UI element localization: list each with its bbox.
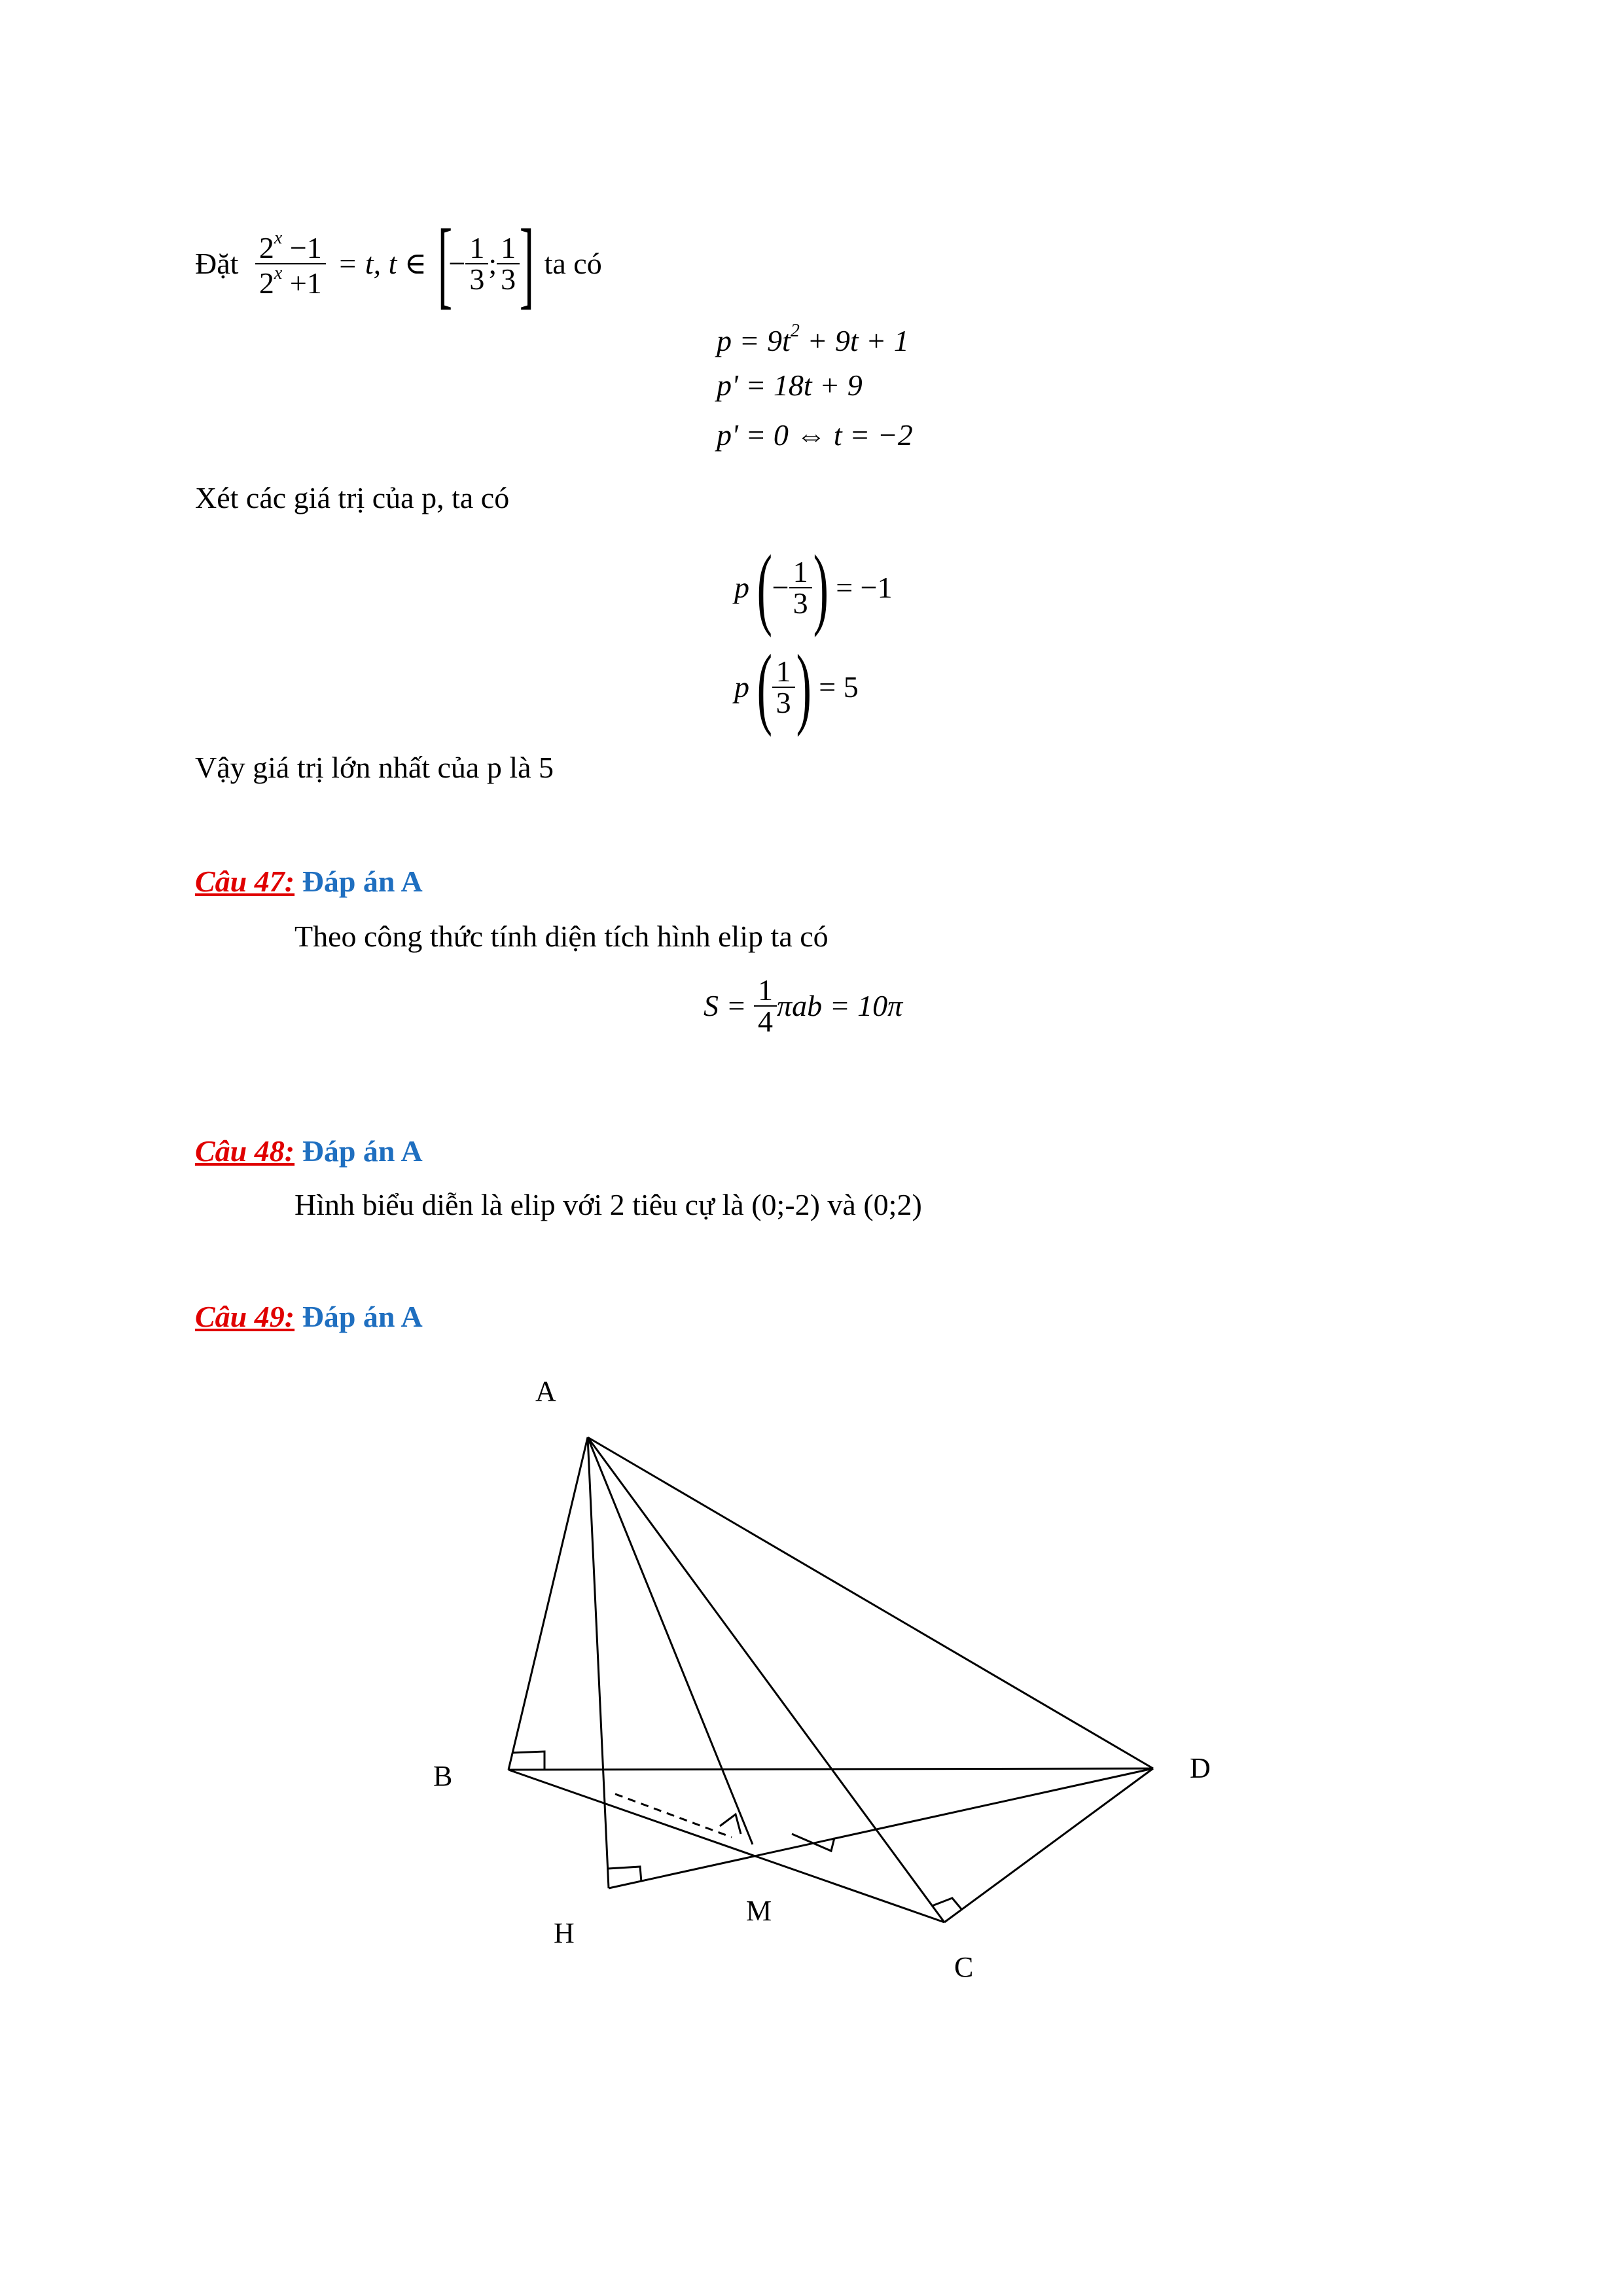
label-M: M xyxy=(746,1895,772,1927)
q47-formula-num: 1 xyxy=(758,973,774,1007)
equation-line-3: p' = 0 ⇔ t = −2 xyxy=(717,418,913,452)
intro-eq-mid: = t, t ∈ xyxy=(337,247,427,280)
value-1-num: 1 xyxy=(793,555,808,588)
q47-formula-right: πab = 10π xyxy=(777,989,903,1022)
q47-formula-left: S = xyxy=(704,989,747,1022)
value-2-result: = 5 xyxy=(819,670,859,704)
q48-label: Câu 48: xyxy=(195,1134,295,1168)
equation-line-1-exp: 2 xyxy=(790,321,800,341)
equation-line-2: p' = 18t + 9 xyxy=(717,368,863,402)
intro-frac-den-tail: +1 xyxy=(282,266,322,300)
right-angle-MD xyxy=(792,1834,834,1851)
intro-frac-den: 2 xyxy=(259,266,274,300)
value-2-paren-left: ( xyxy=(757,636,772,738)
q48-text: Hình biểu diễn là elip với 2 tiêu cự là (0;-2) và (0;2) xyxy=(294,1188,922,1221)
label-B: B xyxy=(433,1760,453,1792)
edge-BM-dashed xyxy=(615,1794,732,1837)
value-1-sign: − xyxy=(772,571,789,604)
label-C: C xyxy=(954,1951,974,1983)
intro-frac-num: 2 xyxy=(259,231,274,264)
intro-interval-b-den: 3 xyxy=(497,263,520,295)
intro-interval-b-num: 1 xyxy=(501,231,516,264)
q47-answer: Đáp án A xyxy=(294,865,423,898)
value-2-num: 1 xyxy=(776,655,791,688)
intro-tail: ta có xyxy=(544,247,602,280)
label-D: D xyxy=(1190,1752,1211,1784)
value-1-result: = −1 xyxy=(836,571,893,604)
label-H: H xyxy=(554,1917,575,1949)
xet-line: Xét các giá trị của p, ta có xyxy=(195,481,510,514)
edge-AD xyxy=(588,1437,1153,1768)
q49-label: Câu 49: xyxy=(195,1300,295,1333)
intro-interval-sep: ; xyxy=(488,247,497,280)
q47-text: Theo công thức tính diện tích hình elip ta có xyxy=(294,920,829,953)
intro-interval-a-den: 3 xyxy=(465,263,488,295)
q47-label: Câu 47: xyxy=(195,865,295,898)
value-1-paren-left: ( xyxy=(757,537,772,638)
value-1-den: 3 xyxy=(789,587,812,619)
equation-line-1-tail: + 9t + 1 xyxy=(799,324,909,357)
intro-bracket-right: ] xyxy=(519,209,535,318)
right-angle-M xyxy=(720,1814,741,1834)
right-angle-B xyxy=(512,1751,544,1770)
q47-formula-den: 4 xyxy=(754,1005,777,1037)
intro-interval-a-sign: − xyxy=(448,247,466,280)
q48-answer: Đáp án A xyxy=(294,1134,423,1168)
intro-frac-num-tail: −1 xyxy=(282,231,322,264)
edge-BD xyxy=(508,1768,1153,1770)
intro-bracket-left: [ xyxy=(438,209,453,318)
value-2-p: p xyxy=(734,670,749,704)
intro-frac-num-exp: x xyxy=(274,228,283,248)
right-angle-C xyxy=(932,1898,962,1910)
edge-AB xyxy=(508,1437,588,1770)
right-angle-H xyxy=(608,1867,641,1882)
label-A: A xyxy=(535,1375,556,1407)
value-1-p: p xyxy=(734,571,749,604)
conclusion-line: Vậy giá trị lớn nhất của p là 5 xyxy=(195,751,554,784)
value-2-paren-right: ) xyxy=(796,636,812,738)
edge-AM xyxy=(588,1437,753,1844)
equation-line-1-main: p = 9t xyxy=(717,324,791,357)
intro-frac-den-exp: x xyxy=(274,263,283,283)
q49-answer: Đáp án A xyxy=(294,1300,423,1333)
edge-AH xyxy=(588,1437,609,1888)
edge-AC xyxy=(588,1437,944,1922)
value-1-paren-right: ) xyxy=(813,537,829,638)
intro-interval-a-num: 1 xyxy=(469,231,485,264)
edge-BC xyxy=(508,1770,944,1922)
value-2-den: 3 xyxy=(772,687,795,718)
intro-dat-word: Đặt xyxy=(195,247,239,280)
